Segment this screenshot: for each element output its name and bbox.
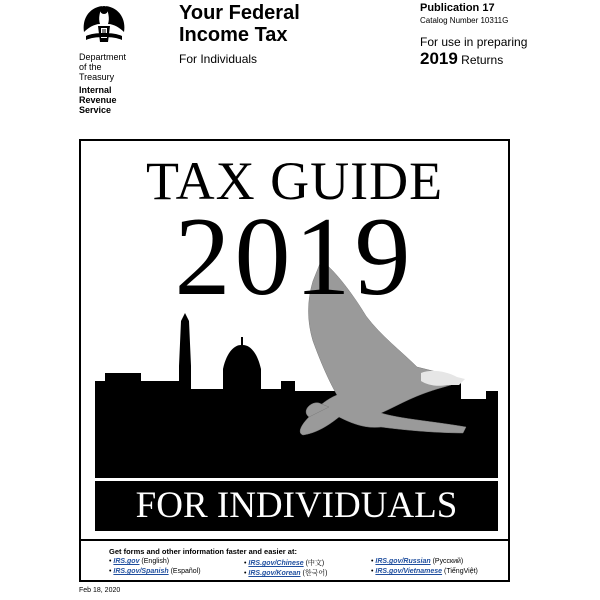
page-title: Your Federal Income Tax — [179, 2, 300, 46]
returns-label: Returns — [461, 53, 504, 67]
cover-illustration — [79, 139, 510, 582]
department-label: Department of the Treasury — [79, 52, 127, 82]
publication-number: Publication 17 — [420, 2, 495, 14]
tax-year: 2019 — [420, 49, 458, 68]
irs-eagle-seal-icon — [80, 2, 128, 46]
link-item-english[interactable]: • IRS.gov (English) — [109, 558, 170, 565]
use-text: For use in preparing — [420, 35, 528, 49]
eagle-head — [421, 371, 465, 386]
revision-date: Feb 18, 2020 — [79, 587, 121, 594]
cover-title: TAX GUIDE — [145, 151, 444, 211]
link-item-russian[interactable]: • IRS.gov/Russian (Pусский) — [371, 558, 464, 565]
city-skyline — [95, 313, 498, 478]
links-section — [81, 539, 508, 580]
link-item-vietnamese[interactable]: • IRS.gov/Vietnamese (TiếngViệt) — [371, 568, 478, 575]
link-item-chinese[interactable]: • IRS.gov/Chinese (中文) — [244, 560, 325, 567]
cover-banner: FOR INDIVIDUALS — [95, 478, 498, 531]
links-intro: Get forms and other information faster and easier at: — [109, 547, 297, 556]
irs-label: Internal Revenue Service — [79, 85, 117, 115]
link-item-korean[interactable]: • IRS.gov/Korean (한국어) — [244, 570, 328, 577]
catalog-number: Catalog Number 10311G — [420, 16, 509, 25]
returns-year — [420, 49, 503, 69]
page-subtitle: For Individuals — [179, 52, 258, 66]
link-item-spanish[interactable]: • IRS.gov/Spanish (Español) — [109, 568, 201, 575]
cover-year: 2019 — [174, 195, 415, 319]
